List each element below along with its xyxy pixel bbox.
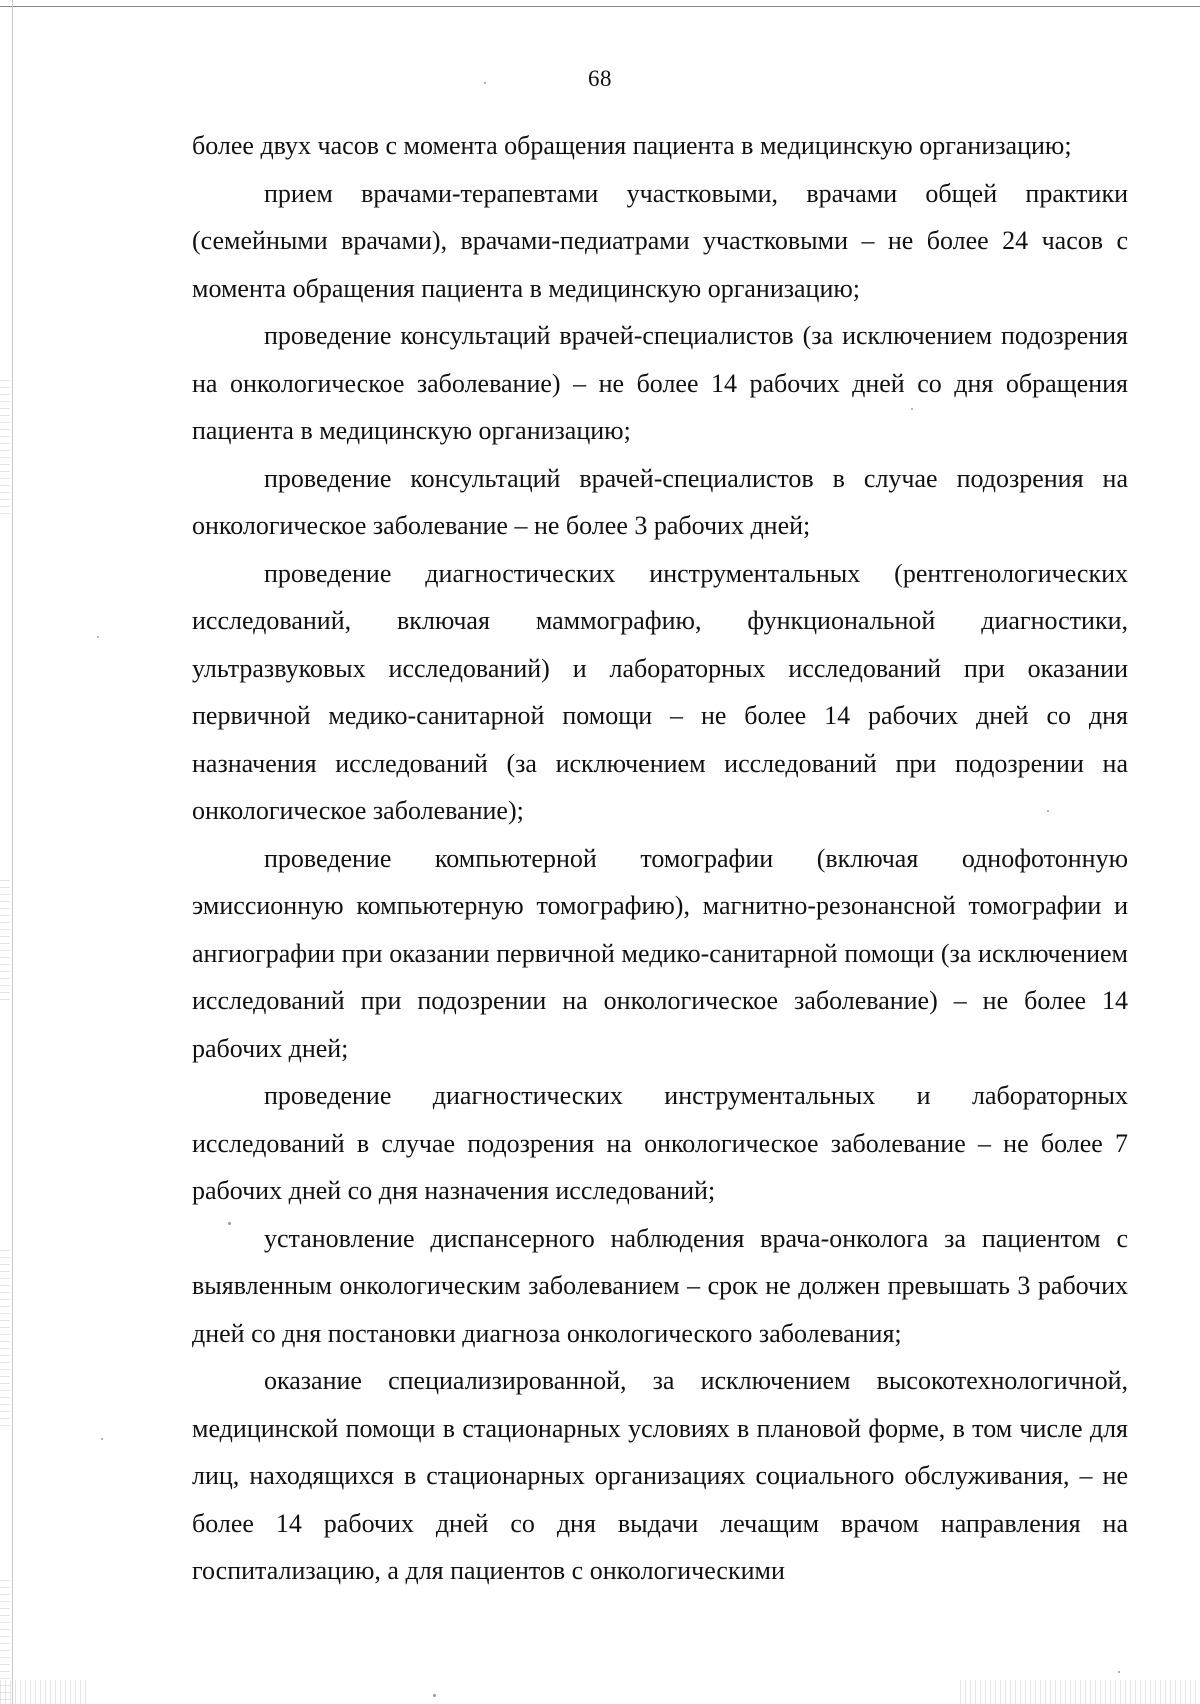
scan-noise-left xyxy=(0,1250,10,1430)
scan-noise-bottom xyxy=(960,1680,1200,1704)
scan-speck xyxy=(101,1438,103,1440)
paragraph: проведение консультаций врачей-специалистов в случае подозрения на онкологическое заболевание – не более 3 рабочих дней; xyxy=(192,463,1128,540)
scan-speck xyxy=(97,636,99,638)
paragraph: установление диспансерного наблюдения врача-онколога за пациентом с выявленным онкологическим заболеванием – срок не должен превышать 3 рабочих дней со дня постановки диагноза онкологического заболевания; xyxy=(192,1223,1128,1348)
document-body xyxy=(192,122,1128,1595)
page-number: 68 xyxy=(588,66,612,91)
scan-noise-bottom xyxy=(0,1680,90,1704)
paragraph: проведение диагностических инструментальных и лабораторных исследований в случае подозрения на онкологическое заболевание – не более 7 рабочих дней со дня назначения исследований; xyxy=(192,1081,1128,1205)
scan-speck xyxy=(433,1694,436,1697)
paragraph: проведение консультаций врачей-специалистов (за исключением подозрения на онкологическое заболевание) – не более 14 рабочих дней со дня обращения пациента в медицинскую организацию; xyxy=(192,321,1128,445)
paragraph: оказание специализированной, за исключением высокотехнологичной, медицинской помощи в стационарных условиях в плановой форме, в том числе для лиц, находящихся в стационарных организациях социального обслуживания, – не более 14 рабочих дней со дня выдачи лечащим врачом направления на госпитализацию, а для пациентов с онкологическими xyxy=(192,1366,1128,1585)
scan-noise-left xyxy=(0,880,10,1000)
paragraph: проведение компьютерной томографии (включая однофотонную эмиссионную компьютерную томографию), магнитно-резонансной томографии и ангиографии при оказании первичной медико-санитарной помощи (за исключением исследований при подозрении на онкологическое заболевание) – не более 14 рабочих дней; xyxy=(192,843,1128,1063)
paragraph: более двух часов с момента обращения пациента в медицинскую организацию; xyxy=(192,131,1072,160)
paragraph: прием врачами-терапевтами участковыми, врачами общей практики (семейными врачами), врачами-педиатрами участковыми – не более 24 часов с момента обращения пациента в медицинскую организацию; xyxy=(192,178,1128,303)
scan-left-edge-line xyxy=(12,0,13,1704)
paragraph: проведение диагностических инструментальных (рентгенологических исследований, включая маммографию, функциональной диагностики, ультразвуковых исследований) и лабораторных исследований при оказании первичной медико-санитарной помощи – не более 14 рабочих дней со дня назначения исследований (за исключением исследований при подозрении на онкологическое заболевание); xyxy=(192,558,1128,825)
scan-noise-left xyxy=(0,380,10,520)
scan-top-edge-line xyxy=(0,6,1200,7)
scan-speck xyxy=(1118,1671,1120,1673)
